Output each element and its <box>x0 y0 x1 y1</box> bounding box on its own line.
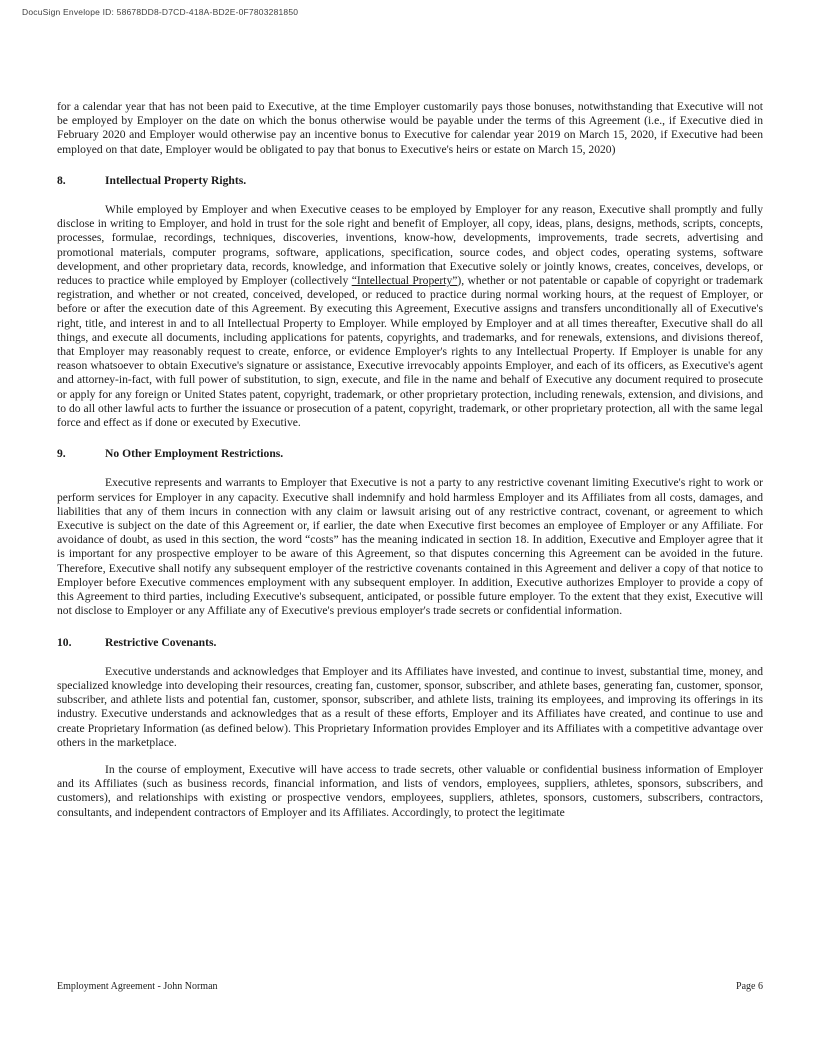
section-8-heading <box>57 174 763 188</box>
document-body <box>57 100 763 833</box>
section-10-paragraph-1: Executive understands and acknowledges that Employer and its Affiliates have invested, and continue to invest, substantial time, money, and specialized knowledge into developing their resources, creating fan, customer, sponsor, subscriber, and athlete bases, generating fan, customer, sponsor, subscriber, and athlete lists and potential fan, customer, sponsor, subscriber, and athlete lists, training its employees, and improving its offerings in its industry. Executive understands and acknowledges that as a result of these efforts, Employer and its Affiliates have created, and continue to use and create Proprietary Information (as defined below). This Proprietary Information provides Employer and its Affiliates with a competitive advantage over others in the marketplace. <box>57 664 763 749</box>
section-8-title: Intellectual Property Rights. <box>105 173 247 187</box>
page-footer <box>57 981 763 992</box>
section-8-number: 8. <box>57 173 66 187</box>
footer-document-title: Employment Agreement - John Norman <box>57 981 218 992</box>
defined-term-intellectual-property: “Intellectual Property” <box>351 274 458 288</box>
section-10-title: Restrictive Covenants. <box>105 635 217 649</box>
docusign-envelope-id: DocuSign Envelope ID: 58678DD8-D7CD-418A-BD2E-0F7803281850 <box>22 7 299 17</box>
section-8-text-pre: While employed by Employer and when Executive ceases to be employed by Employer for any reason, Executive shall promptly and fully disclose in writing to Employer, and hold in trust for the sole right and benefit of Employer, all copy, ideas, plans, designs, methods, scripts, concepts, processes, formulae, recordings, techniques, discoveries, inventions, know-how, developments, improvements, trade secrets, advertising and promotional materials, computer programs, software, applications, specification, source codes, and object codes, operating systems, software development, and other proprietary data, records, knowledge, and information that Executive solely or jointly knows, creates, conceives, develops, or reduces to practice while employed by Employer (collectively <box>57 203 763 288</box>
section-9-title: No Other Employment Restrictions. <box>105 447 284 461</box>
section-10-heading <box>57 636 763 650</box>
section-8-paragraph <box>57 203 763 430</box>
paragraph-continuation: for a calendar year that has not been paid to Executive, at the time Employer customarily pays those bonuses, notwithstanding that Executive will not be employed by Employer on the date on which the bonus otherwise would be payable under the terms of this Agreement (i.e., if Executive died in February 2020 and Employer would otherwise pay an incentive bonus to Executive for calendar year 2019 on March 15, 2020, if Executive had been employed on that date, Employer would be obligated to pay that bonus to Executive's heirs or estate on March 15, 2020) <box>57 100 763 156</box>
section-10-number: 10. <box>57 635 72 649</box>
footer-page-number: Page 6 <box>736 981 763 992</box>
section-9-number: 9. <box>57 447 66 461</box>
section-10-paragraph-2: In the course of employment, Executive will have access to trade secrets, other valuable or confidential business information of Employer and its Affiliates (such as business records, financial information, and lists of vendors, employees, suppliers, athletes, sponsors, subscribers, and customers), and relationships with existing or prospective vendors, employees, suppliers, athletes, sponsors, customers, subscribers, contractors, consultants, and independent contractors of Employer and its Affiliates. Accordingly, to protect the legitimate <box>57 762 763 819</box>
section-9-paragraph: Executive represents and warrants to Employer that Executive is not a party to any restrictive covenant limiting Executive's right to work or perform services for Employer in any capacity. Executive shall indemnify and hold harmless Employer and its Affiliates from all costs, damages, and liabilities that any of them incurs in connection with any claim or lawsuit arising out of any restrictive contract, covenant, or agreement to which Executive is subject on the date of this Agreement or, if earlier, the date when Executive first becomes an employee of Employer or any Affiliate. For avoidance of doubt, as used in this section, the word “costs” has the meaning indicated in section 18. In addition, Executive and Employer agree that it is important for any prospective employer to be aware of this Agreement, so that disputes concerning this Agreement can be avoided in the future. Therefore, Executive shall notify any subsequent employer of the restrictive covenants contained in this Agreement and deliver a copy of that notice to Employer before Executive commences employment with any subsequent employer. In addition, Executive authorizes Employer to provide a copy of this Agreement to third parties, including Executive's subsequent, anticipated, or possible future employer. To the extent that they exist, Executive will not disclose to Employer or any Affiliate any of Executive's previous employer's trade secrets or confidential information. <box>57 476 763 618</box>
section-8-text-post: ), whether or not patentable or capable of copyright or trademark registration, and whether or not created, conceived, developed, or reduced to practice during normal working hours, at the request of Employer, or before or after the execution date of this Agreement. By executing this Agreement, Executive assigns and transfers unconditionally all of Executive's right, title, and interest in and to all Intellectual Property to Employer. While employed by Employer and at all times thereafter, Executive shall do all things, and execute all documents, including applications for patents, copyrights, and trademarks, and for renewals, extensions, and divisions thereof, that Employer may reasonably request to create, enforce, or evidence Employer's rights to any Intellectual Property. If Employer is unable for any reason whatsoever to obtain Executive's signature or assistance, Executive irrevocably appoints Employer, and each of its officers, as Executive's agent and attorney-in-fact, with full power of substitution, to sign, execute, and file in the name and behalf of Executive any document required to prosecute or apply for any foreign or United States patent, copyright, trademark, or other proprietary protection, including renewals, extension, and divisions, and to do all other lawful acts to further the issuance or prosecution of a patent, copyright, trademark, or other proprietary protection, all with the same legal force and effect as if done or executed by Executive. <box>57 274 763 430</box>
section-9-heading <box>57 447 763 461</box>
